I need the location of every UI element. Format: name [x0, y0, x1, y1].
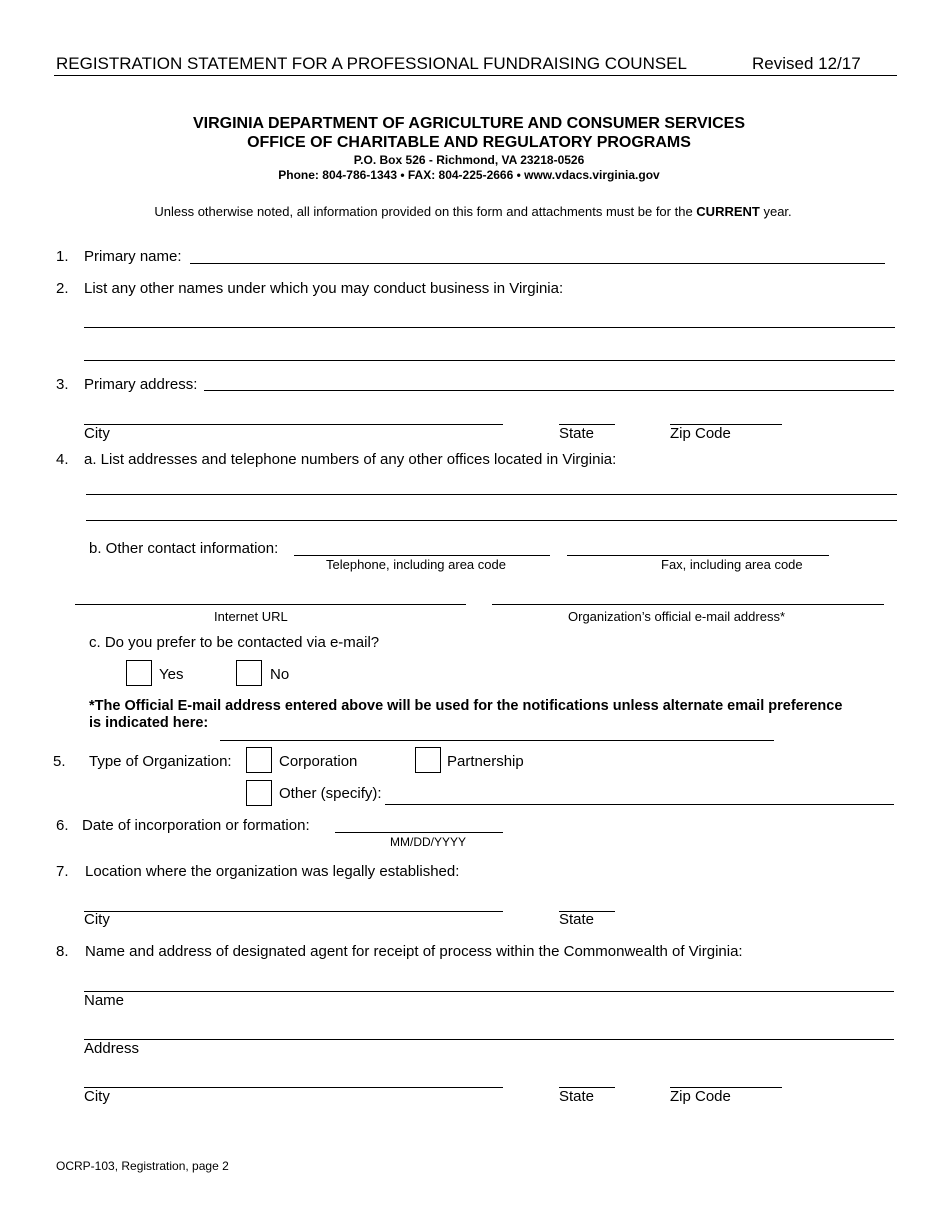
email-yes-checkbox[interactable]: [126, 660, 152, 686]
email-no-checkbox[interactable]: [236, 660, 262, 686]
agency-contact: Phone: 804-786-1343 • FAX: 804-225-2666 • www.vdacs.virginia.gov: [278, 168, 660, 182]
agent-city-caption: City: [84, 1088, 110, 1105]
q3-city-field[interactable]: [84, 424, 503, 425]
q7-number: 7.: [56, 863, 69, 880]
agent-state-caption: State: [559, 1088, 595, 1105]
q5-number: 5.: [53, 753, 66, 770]
telephone-caption: Telephone, including area code: [326, 557, 506, 572]
q2-label: List any other names under which you may conduct business in Virginia:: [84, 280, 564, 297]
q3-label: Primary address:: [84, 376, 198, 393]
primary-name-field[interactable]: [190, 263, 885, 264]
official-email-caption: Organization’s official e-mail address*: [568, 609, 786, 624]
other-names-field-2[interactable]: [84, 360, 895, 361]
alternate-email-field[interactable]: [220, 740, 774, 741]
telephone-field[interactable]: [294, 555, 550, 556]
agent-name-caption: Name: [84, 992, 125, 1009]
q3-city-caption: City: [84, 425, 110, 442]
header-rule: [54, 75, 897, 76]
q3-zip-caption: Zip Code: [670, 425, 731, 442]
agent-city-field[interactable]: [84, 1087, 503, 1088]
fax-caption: Fax, including area code: [661, 557, 803, 572]
q8-label: Name and address of designated agent for receipt of process within the Commonwealth of Virginia:: [85, 943, 743, 960]
internet-url-caption: Internet URL: [214, 609, 288, 624]
fax-field[interactable]: [567, 555, 829, 556]
agent-name-field[interactable]: [84, 991, 894, 992]
other-offices-field-1[interactable]: [86, 494, 897, 495]
email-note-line-1: *The Official E-mail address entered above will be used for the notifications unless alternate email preference: [89, 698, 843, 714]
other-offices-field-2[interactable]: [86, 520, 897, 521]
q6-number: 6.: [56, 817, 69, 834]
agency-name: VIRGINIA DEPARTMENT OF AGRICULTURE AND CONSUMER SERVICES: [192, 115, 746, 132]
incorporation-date-field[interactable]: [335, 832, 503, 833]
email-no-label: No: [270, 666, 290, 683]
q5-label: Type of Organization:: [89, 753, 232, 770]
current-year-notice: Unless otherwise noted, all information provided on this form and attachments must be for the CURRENT year.: [154, 204, 792, 219]
agency-address: P.O. Box 526 - Richmond, VA 23218-0526: [353, 153, 585, 167]
agent-address-caption: Address: [84, 1040, 140, 1057]
partnership-label: Partnership: [447, 753, 524, 770]
page-footer: OCRP-103, Registration, page 2: [56, 1159, 229, 1173]
q1-label: Primary name:: [84, 248, 182, 265]
primary-address-field[interactable]: [204, 390, 894, 391]
q7-city-field[interactable]: [84, 911, 503, 912]
agent-address-field[interactable]: [84, 1039, 894, 1040]
agent-zip-caption: Zip Code: [670, 1088, 731, 1105]
email-yes-label: Yes: [159, 666, 184, 683]
q4c-label: c. Do you prefer to be contacted via e-mail?: [89, 634, 380, 651]
corporation-checkbox[interactable]: [246, 747, 272, 773]
q7-state-caption: State: [559, 911, 595, 928]
office-name: OFFICE OF CHARITABLE AND REGULATORY PROGRAMS: [247, 134, 691, 151]
q3-number: 3.: [56, 376, 69, 393]
partnership-checkbox[interactable]: [415, 747, 441, 773]
corporation-label: Corporation: [279, 753, 358, 770]
revision-date: Revised 12/17: [752, 54, 861, 73]
form-title: REGISTRATION STATEMENT FOR A PROFESSIONAL FUNDRAISING COUNSEL: [56, 54, 687, 73]
other-type-checkbox[interactable]: [246, 780, 272, 806]
internet-url-field[interactable]: [75, 604, 466, 605]
q4-number: 4.: [56, 451, 69, 468]
email-note-line-2: is indicated here:: [89, 715, 209, 731]
other-type-label: Other (specify):: [279, 785, 382, 802]
q4b-label: b. Other contact information:: [89, 540, 279, 557]
q8-number: 8.: [56, 943, 69, 960]
other-names-field-1[interactable]: [84, 327, 895, 328]
q1-number: 1.: [56, 248, 69, 265]
date-format-caption: MM/DD/YYYY: [390, 835, 467, 849]
q4a-label: a. List addresses and telephone numbers of any other offices located in Virginia:: [84, 451, 617, 468]
other-type-field[interactable]: [385, 804, 894, 805]
q6-label: Date of incorporation or formation:: [82, 817, 310, 834]
q2-number: 2.: [56, 280, 69, 297]
official-email-field[interactable]: [492, 604, 884, 605]
q7-label: Location where the organization was legally established:: [85, 863, 460, 880]
q7-city-caption: City: [84, 911, 110, 928]
q3-state-caption: State: [559, 425, 595, 442]
